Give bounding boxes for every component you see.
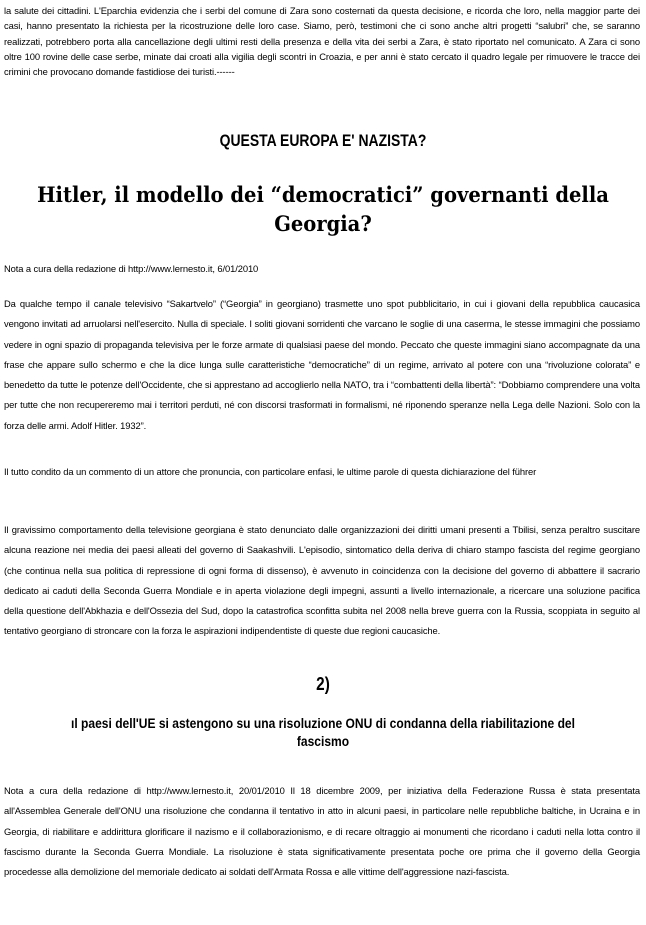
- section-2-paragraph: Nota a cura della redazione di http://www.lernesto.it, 20/01/2010 Il 18 dicembre 2009, per iniziativa della Federazione Russa è stata presentata all'Assemblea Generale dell'ONU una risoluzione che condanna il tentativo in atto in alcuni paesi, in particolare nelle repubbliche baltiche, in Ucraina e in Georgia, di riabilitare e addirittura glorificare il nazismo e il collaborazionismo, e di recare oltraggio ai monumenti che ricordano i caduti nella lotta contro il fascismo durante la Seconda Guerra Mondiale. La risoluzione è stata significativamente presentata poche ore prima che il governo della Georgia procedesse alla demolizione del memoriale dedicato ai soldati dell'Armata Rossa e alle vittime dell'aggressione nazi-fascista.: [4, 785, 640, 878]
- source-note: Nota a cura della redazione di http://www.lernesto.it, 6/01/2010: [4, 263, 259, 274]
- article-paragraph-2: Il gravissimo comportamento della televisione georgiana è stato denunciato dalle organizzazioni dei diritti umani presenti a Tbilisi, senza peraltro suscitare alcuna reazione nei media dei paesi alleati del governo di Saakashvili. L'episodio, sintomatico della deriva di chiaro stampo fascista del regime georgiano (che continua nella sua politica di repressione di ogni forma di dissenso), è avvenuto in coincidenza con la decisione del governo di abbattere il sacrario dedicato ai caduti della Seconda Guerra Mondiale e in aperta violazione degli impegni, assunti a livello internazionale, a ricercare una soluzione pacifica della questione dell'Abkhazia e dell'Ossezia del Sud, dopo la catastrofica sconfitta subita nel 2008 nella breve guerra con la Russia, scoppiata in seguito al tentativo georgiano di stroncare con la forza le aspirazioni indipendentiste di queste due regioni caucasiche.: [4, 524, 640, 637]
- article-paragraph-1: Da qualche tempo il canale televisivo “Sakartvelo” (“Georgia” in georgiano) trasmette uno spot pubblicitario, in cui i giovani della repubblica caucasica vengono invitati ad arruolarsi nell'esercito. Nulla di speciale. I soliti giovani sorridenti che varcano le soglie di una caserma, le stesse immagini che possiamo vedere in ogni spazio di propaganda televisiva per le forze armate di qualsiasi paese del mondo. Peccato che queste immagini siano accompagnate da una frase che appare sullo schermo e che la dice lunga sulle caratteristiche “democratiche” di un regime, arrivato al potere con una “rivoluzione colorata” e benedetto da tutte le potenze dell'Occidente, che si apprestano ad accoglierlo nella NATO, tra i “combattenti della libertà”: “Dobbiamo comprendere una volta per tutte che non recupereremo mai i territori perduti, né con discorsi trasformati in formalismi, né riponendo speranze nella Lega delle Nazioni. Solo con la forza delle armi. Adolf Hitler. 1932”.: [4, 298, 640, 431]
- section-heading: QUESTA EUROPA E' NAZISTA?: [219, 131, 427, 150]
- article-title: Hitler, il modello dei “democratici” governanti della Georgia?: [37, 182, 609, 236]
- section-number: 2): [316, 674, 330, 694]
- intro-paragraph: la salute dei cittadini. L'Eparchia evidenzia che i serbi del comune di Zara sono costernati da questa decisione, e ricorda che loro, nella maggior parte dei casi, hanno presentato la richiesta per la ricostruzione delle loro case. Siamo, però, testimoni che ci sono anche altri progetti “salubri” che, se saranno realizzati, potrebbero porta alla cancellazione degli ultimi resti della presenza e della vita dei serbi a Zara, è stato riportato nel comunicato. A Zara ci sono oltre 100 rovine delle case serbe, minate dai croati alla vigilia degli scontri in Croazia, e per anni è stato cercato il quadro legale per rimuovere le tracce dei crimini che provocano domande fastidiose dei turisti.------: [4, 5, 640, 78]
- commentary-line: Il tutto condito da un commento di un attore che pronuncia, con particolare enfasi, le ultime parole di questa dichiarazione del führer: [4, 466, 537, 477]
- section-2-title: ıl paesi dell'UE si astengono su una risoluzione ONU di condanna della riabilitazione del fascismo: [71, 715, 575, 749]
